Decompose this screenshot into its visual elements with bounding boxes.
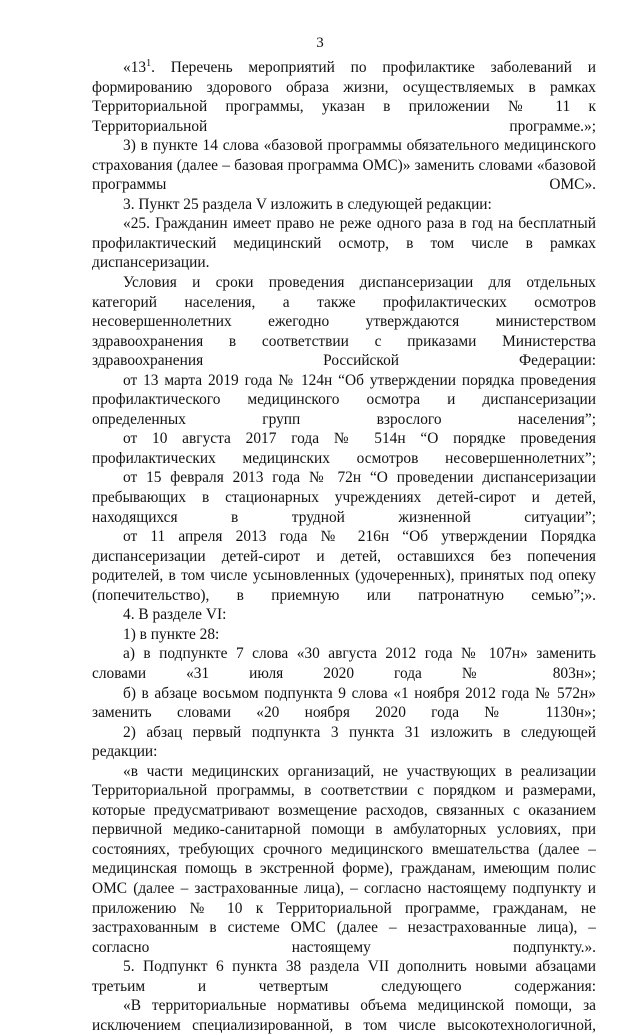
paragraph-order-216n: от 11 апреля 2013 года № 216н “Об утверждении Порядка диспансеризации детей-сирот и детей, оставшихся без попечения родителей, в том числе усыновленных (удочеренных), принятых под опеку (попечительство), в приемную или патронатную семью”;». xyxy=(92,528,596,604)
paragraph-item-31: 2) абзац первый подпункта 3 пункта 31 изложить в следующей редакции: xyxy=(92,723,596,761)
paragraph-territorial-norms: «В территориальные нормативы объема медицинской помощи, за исключением специализированной, в том числе высокотехнологичной, xyxy=(92,997,596,1034)
paragraph-13-1-text: . Перечень мероприятий по профилактике заболеваний и формированию здорового образа жизни, осуществляемых в рамках Территориальной программы, указан в приложении № 11 к Территориальной программе.»; xyxy=(92,59,596,135)
paragraph-13-1-start: «13 xyxy=(123,59,147,76)
paragraph-conditions: Условия и сроки проведения диспансеризации для отдельных категорий населения, а также профилактических осмотров несовершеннолетних ежегодно утверждаются министерством здравоохранения в соответствии с приказами Министерства здравоохранения Российской Федерации: xyxy=(92,274,596,370)
paragraph-order-72n: от 15 февраля 2013 года № 72н “О проведении диспансеризации пребывающих в стационарных учреждениях детей-сирот и детей, находящихся в трудной жизненной ситуации”; xyxy=(92,469,596,526)
paragraph-13-1 xyxy=(92,58,596,136)
paragraph-medical-organizations: «в части медицинских организаций, не участвующих в реализации Территориальной программы, в соответствии с порядком и размерами, которые предусматривают возмещение расходов, связанных с оказанием первичной медико-санитарной помощи в амбулаторных условиях, при состояниях, требующих срочного медицинского вмешательства (далее – медицинская помощь в экстренной форме), гражданам, имеющим полис ОМС (далее – застрахованные лица), – согласно настоящему подпункту и приложению № 10 к Территориальной программе, гражданам, не застрахованным в системе ОМС (далее – незастрахованные лица), – согласно настоящему подпункту.». xyxy=(92,762,596,956)
paragraph-25: «25. Гражданин имеет право не реже одного раза в год на бесплатный профилактический медицинский осмотр, в том числе в рамках диспансеризации. xyxy=(92,215,596,272)
superscript: 1 xyxy=(146,57,152,69)
paragraph-section-3: 3. Пункт 25 раздела V изложить в следующей редакции: xyxy=(123,195,492,213)
paragraph-order-514n: от 10 августа 2017 года № 514н “О порядке проведения профилактических медицинских осмотров несовершеннолетних”; xyxy=(92,430,596,467)
paragraph-section-4: 4. В разделе VI: xyxy=(123,606,227,624)
paragraph-subitem-b: б) в абзаце восьмом подпункта 9 слова «1 ноября 2012 года № 572н» заменить словами «20 ноября 2020 года № 1130н»; xyxy=(92,684,596,722)
page-number: 3 xyxy=(316,35,324,51)
document-body xyxy=(92,58,596,1035)
paragraph-item-3-14: 3) в пункте 14 слова «базовой программы обязательного медицинского страхования (далее – базовая программа ОМС)» заменить словами «базовой программы ОМС». xyxy=(92,137,596,194)
paragraph-order-124n: от 13 марта 2019 года № 124н “Об утверждении порядка проведения профилактического медицинского осмотра и диспансеризации определенных групп взрослого населения”; xyxy=(92,371,596,428)
paragraph-subitem-a: а) в подпункте 7 слова «30 августа 2012 года № 107н» заменить словами «31 июля 2020 года № 803н»; xyxy=(92,645,596,682)
paragraph-item-28: 1) в пункте 28: xyxy=(123,625,220,643)
paragraph-section-5: 5. Подпункт 6 пункта 38 раздела VII дополнить новыми абзацами третьим и четвертым следующего содержания: xyxy=(92,958,596,995)
